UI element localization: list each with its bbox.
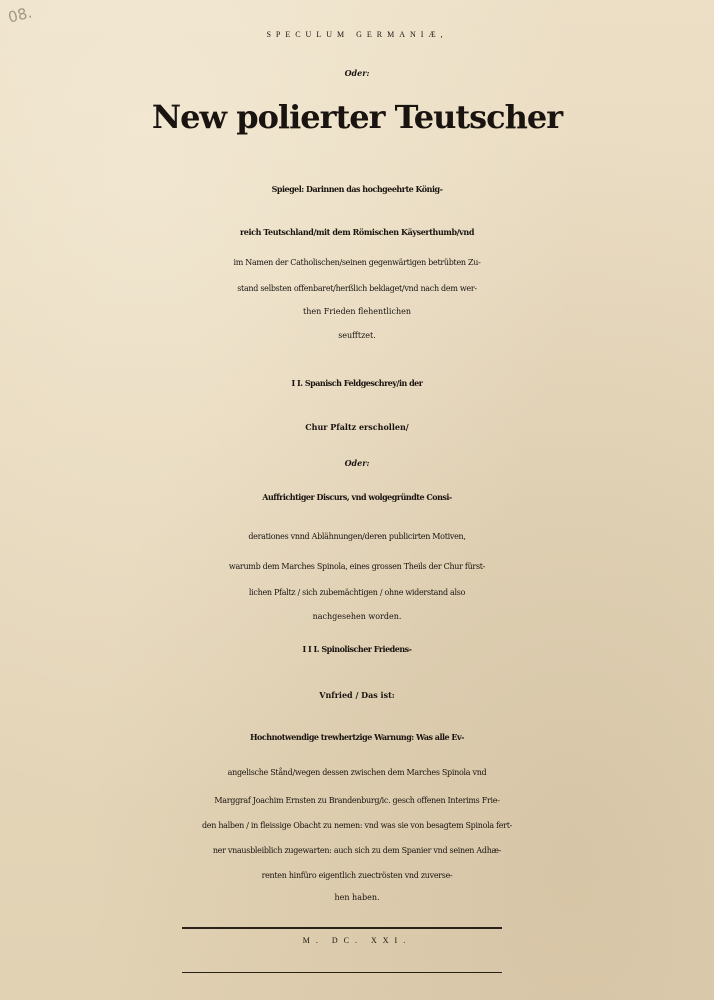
latin-title: SPECULUM GERMANIÆ, [266, 30, 448, 39]
oder-connector-2: Oder: [344, 458, 370, 468]
subtitle-line-5: then Frieden flehentlichen [303, 307, 411, 316]
imprint-rule-bottom [182, 972, 502, 973]
main-title: New polierter Teutscher [151, 98, 563, 136]
subtitle-line-2: reich Teutschland/mit dem Römischen Käyserthumb/vnd [239, 227, 475, 237]
section-3-heading-line-2: Vnfried / Das ist: [319, 690, 395, 700]
subtitle-line-6: seufftzet. [338, 331, 376, 340]
section-3-line-3: Marggraf Joachim Ernsten zu Brandenburg/ic. gesch offenen Interims Frie- [214, 796, 500, 805]
section-3-line-6: renten hinfüro eigentlich zuectrösten vnd zuverse- [261, 871, 453, 880]
section-2-heading-line-2: Chur Pfaltz erschollen/ [305, 422, 409, 432]
section-2-line-3: warumb dem Marches Spinola, eines grossen Theils der Chur fürst- [228, 562, 486, 571]
publication-year: M. DC. XXI. [302, 936, 412, 945]
section-3-line-2: angelische Stånd/wegen dessen zwischen dem Marches Spinola vnd [227, 768, 487, 777]
subtitle-line-3: im Namen der Catholischen/seinen gegenwärtigen betrübten Zu- [233, 258, 481, 267]
oder-connector-1: Oder: [344, 68, 370, 78]
section-2-line-1: Auffrichtiger Discurs, vnd wolgegründte Consi- [262, 492, 452, 502]
subtitle-line-1: Spiegel: Darinnen das hochgeehrte König- [271, 184, 443, 194]
section-2-line-5: nachgesehen worden. [312, 612, 402, 621]
section-2-line-2: derationes vnnd Ablähnungen/deren publicirten Motiven, [248, 532, 466, 541]
subtitle-line-4: stand selbsten offenbaret/herßlich beklaget/vnd nach dem wer- [237, 284, 477, 293]
section-3-line-4: den halben / in fleissige Obacht zu nemen: vnd was sie von besagtem Spinola fert- [201, 821, 513, 830]
section-3-line-1: Hochnotwendige trewhertzige Warnung: Was alle Ev- [249, 732, 464, 742]
section-3-line-5: ner vnausbleiblich zugewarten: auch sich zu dem Spanier vnd seinen Adhæ- [212, 846, 502, 855]
section-3-heading: I I I. Spinolischer Friedens- [302, 644, 412, 654]
imprint-rule-top [182, 927, 502, 929]
section-2-line-4: lichen Pfaltz / sich zubemächtigen / ohne widerstand also [248, 588, 466, 597]
handwritten-corner-mark: 08. [6, 3, 34, 27]
section-3-line-7: hen haben. [334, 893, 380, 902]
section-2-heading: I I. Spanisch Feldgeschrey/in der [291, 378, 423, 388]
